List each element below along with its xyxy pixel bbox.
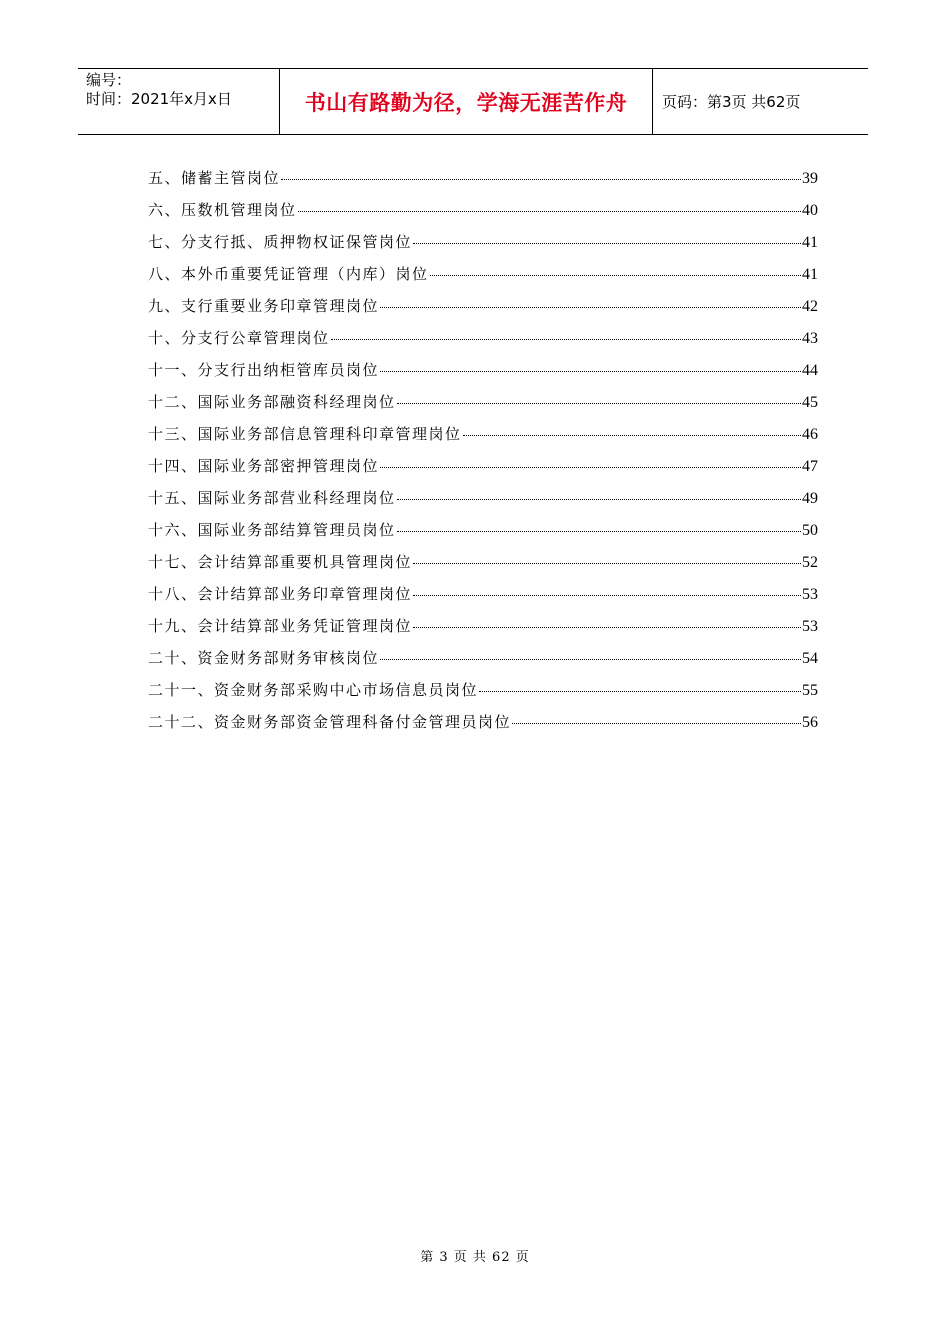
toc-entry-page-number: 46: [802, 426, 818, 443]
toc-entry[interactable]: [148, 679, 818, 711]
toc-entry-page-number: 52: [802, 554, 818, 571]
page-footer: 第 3 页 共 62 页: [420, 1250, 530, 1265]
toc-entry-page-number: 41: [802, 234, 818, 251]
toc-entry-page-number: 41: [802, 266, 818, 283]
toc-entry-page-number: 43: [802, 330, 818, 347]
header-meta-cell: [78, 69, 280, 134]
toc-entry-page-number: 56: [802, 714, 818, 731]
toc-entry[interactable]: [148, 487, 818, 519]
toc-entry-title: 十四、国际业务部密押管理岗位: [148, 457, 380, 475]
toc-entry-page-number: 47: [802, 458, 818, 475]
toc-entry-page-number: 55: [802, 682, 818, 699]
toc-entry-title: 二十二、资金财务部资金管理科备付金管理员岗位: [148, 713, 512, 731]
toc-entry[interactable]: [148, 199, 818, 231]
toc-dot-leader: [380, 659, 801, 660]
toc-entry[interactable]: [148, 519, 818, 551]
toc-entry[interactable]: [148, 551, 818, 583]
toc-entry[interactable]: [148, 391, 818, 423]
toc-entry-page-number: 50: [802, 522, 818, 539]
toc-dot-leader: [380, 467, 801, 468]
toc-entry-title: 八、本外币重要凭证管理（内库）岗位: [148, 265, 429, 283]
toc-entry-page-number: 49: [802, 490, 818, 507]
toc-entry[interactable]: [148, 263, 818, 295]
toc-entry-title: 十三、国际业务部信息管理科印章管理岗位: [148, 425, 462, 443]
toc-entry[interactable]: [148, 711, 818, 743]
toc-entry-title: 十六、国际业务部结算管理员岗位: [148, 521, 396, 539]
toc-dot-leader: [331, 339, 801, 340]
toc-entry-title: 十七、会计结算部重要机具管理岗位: [148, 553, 413, 571]
toc-dot-leader: [281, 179, 801, 180]
toc-dot-leader: [413, 563, 801, 564]
toc-entry-page-number: 53: [802, 618, 818, 635]
page-header: [78, 68, 868, 135]
toc-entry-title: 十九、会计结算部业务凭证管理岗位: [148, 617, 413, 635]
toc-entry[interactable]: [148, 615, 818, 647]
toc-entry[interactable]: [148, 167, 818, 199]
toc-dot-leader: [397, 531, 801, 532]
toc-dot-leader: [397, 403, 801, 404]
toc-dot-leader: [380, 307, 801, 308]
toc-entry[interactable]: [148, 455, 818, 487]
toc-entry[interactable]: [148, 423, 818, 455]
toc-entry-page-number: 39: [802, 170, 818, 187]
table-of-contents: [148, 167, 818, 743]
toc-entry-title: 十二、国际业务部融资科经理岗位: [148, 393, 396, 411]
toc-entry[interactable]: [148, 359, 818, 391]
toc-entry-title: 十八、会计结算部业务印章管理岗位: [148, 585, 413, 603]
toc-entry[interactable]: [148, 231, 818, 263]
toc-dot-leader: [479, 691, 801, 692]
header-motto: 书山有路勤为径，学海无涯苦作舟: [280, 69, 653, 134]
toc-entry-title: 六、压数机管理岗位: [148, 201, 297, 219]
toc-entry-page-number: 45: [802, 394, 818, 411]
toc-dot-leader: [430, 275, 801, 276]
toc-entry-title: 二十、资金财务部财务审核岗位: [148, 649, 380, 667]
toc-entry-title: 十五、国际业务部营业科经理岗位: [148, 489, 396, 507]
toc-dot-leader: [397, 499, 801, 500]
toc-entry[interactable]: [148, 327, 818, 359]
toc-dot-leader: [512, 723, 801, 724]
toc-dot-leader: [380, 371, 801, 372]
toc-entry-page-number: 40: [802, 202, 818, 219]
toc-entry-page-number: 54: [802, 650, 818, 667]
toc-entry-title: 五、储蓄主管岗位: [148, 169, 281, 187]
toc-entry-title: 二十一、资金财务部采购中心市场信息员岗位: [148, 681, 479, 699]
document-time-label: 时间：2021年x月x日: [86, 90, 232, 108]
toc-entry[interactable]: [148, 295, 818, 327]
document-number-label: 编号：: [86, 71, 132, 89]
toc-entry[interactable]: [148, 583, 818, 615]
toc-entry-title: 九、支行重要业务印章管理岗位: [148, 297, 380, 315]
toc-entry-page-number: 53: [802, 586, 818, 603]
toc-entry-title: 十、分支行公章管理岗位: [148, 329, 330, 347]
toc-dot-leader: [413, 627, 801, 628]
toc-entry-title: 七、分支行抵、质押物权证保管岗位: [148, 233, 413, 251]
toc-dot-leader: [298, 211, 801, 212]
toc-entry[interactable]: [148, 647, 818, 679]
toc-entry-page-number: 42: [802, 298, 818, 315]
toc-dot-leader: [463, 435, 801, 436]
header-page-info: 页码：第3页 共62页: [662, 93, 801, 111]
toc-entry-title: 十一、分支行出纳柜管库员岗位: [148, 361, 380, 379]
toc-dot-leader: [413, 595, 801, 596]
toc-dot-leader: [413, 243, 801, 244]
toc-entry-page-number: 44: [802, 362, 818, 379]
